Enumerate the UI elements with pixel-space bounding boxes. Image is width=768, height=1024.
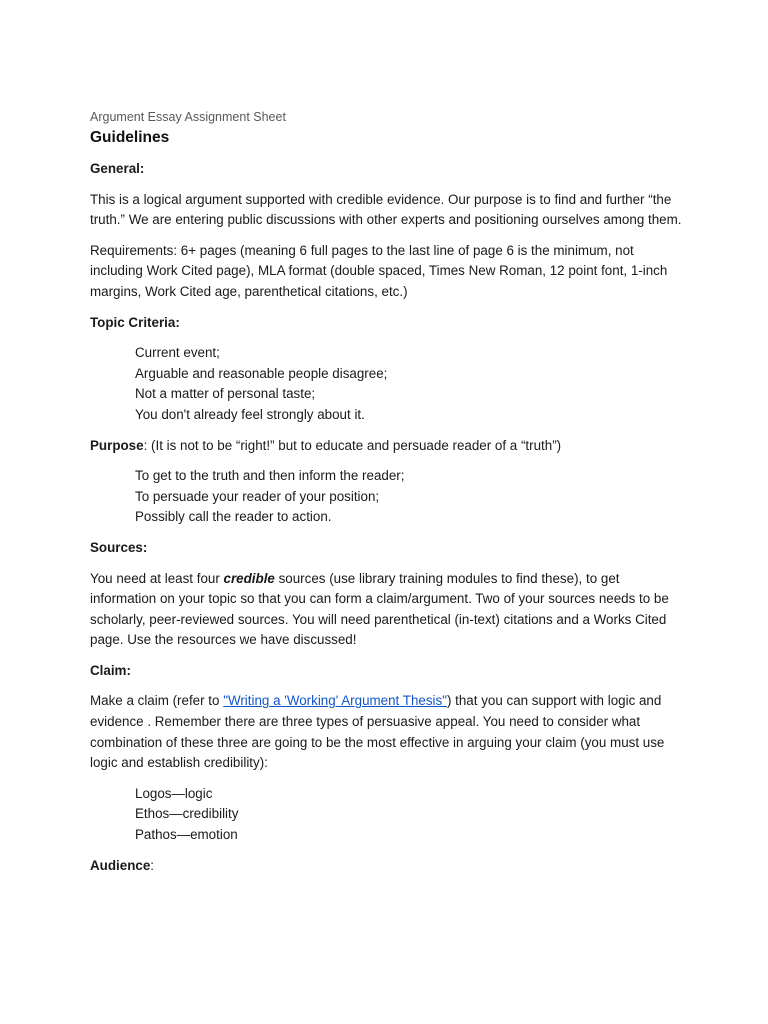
general-label [90,159,682,180]
purpose-paragraph [90,436,682,457]
audience-label: Audience [90,857,151,873]
general-label-text: General: [90,161,145,176]
claim-text-before: Make a claim (refer to [90,693,224,709]
list-item: Arguable and reasonable people disagree; [135,365,388,381]
list-item: To persuade your reader of your position; [135,488,380,504]
list-item: Logos—logic [135,785,213,801]
topic-criteria-label-text: Topic Criteria: [90,314,180,330]
sources-label-text: Sources: [90,539,148,555]
list-item: Not a matter of personal taste; [135,386,316,402]
requirements-paragraph: Requirements: 6+ pages (meaning 6 full pages to the last line of page 6 is the minimum, not including Work Cited page), MLA format (double spaced, Times New Roman, 12 point font, 1-inch margins, Work Cited age, parenthetical citations, etc.) [90,242,668,299]
audience-text: : [150,857,155,873]
sources-text-before: You need at least four [90,570,224,586]
sources-label [90,538,682,559]
list-item: Pathos—emotion [135,827,238,843]
claim-paragraph [90,691,682,773]
list-item: You don't already feel strongly about it. [135,406,365,422]
claim-label [90,661,682,682]
purpose-text: : (It is not to be “right!” but to educate and persuade reader of a “truth”) [143,437,562,453]
general-paragraph: This is a logical argument supported with credible evidence. Our purpose is to find and further “the truth.” We are entering public discussions with other experts and positioning ourselves among them. [90,191,682,228]
purpose-label: Purpose [90,437,144,453]
document-subtitle: Argument Essay Assignment Sheet [90,110,286,124]
topic-criteria-label [90,313,682,334]
list-item: Current event; [135,345,220,361]
claim-label-text: Claim: [90,662,131,678]
claim-text-after: ) that you can support with logic and evidence . Remember there are three types of persuasive appeal. You need to consider what combination of these three are going to be the most effective in arguing your claim (you must use logic and establish credibility): [90,693,665,771]
list-item: Ethos—credibility [135,806,239,822]
sources-emphasis: credible [223,570,275,586]
document-heading: Guidelines [90,129,170,146]
list-item: Possibly call the reader to action. [135,509,332,525]
audience-paragraph [90,856,682,877]
sources-paragraph [90,569,682,651]
appeals-list [90,784,682,846]
list-item: To get to the truth and then inform the reader; [135,468,405,484]
sources-text-after: sources (use library training modules to find these), to get information on your topic so that you can form a claim/argument. Two of your sources needs to be scholarly, peer-reviewed sources. You will need parenthetical (in-text) citations and a Works Cited page. Use the resources we have discussed! [90,570,669,648]
thesis-guide-link[interactable]: "Writing a 'Working' Argument Thesis" [223,693,447,709]
purpose-list [90,466,682,528]
topic-criteria-list [90,343,682,425]
